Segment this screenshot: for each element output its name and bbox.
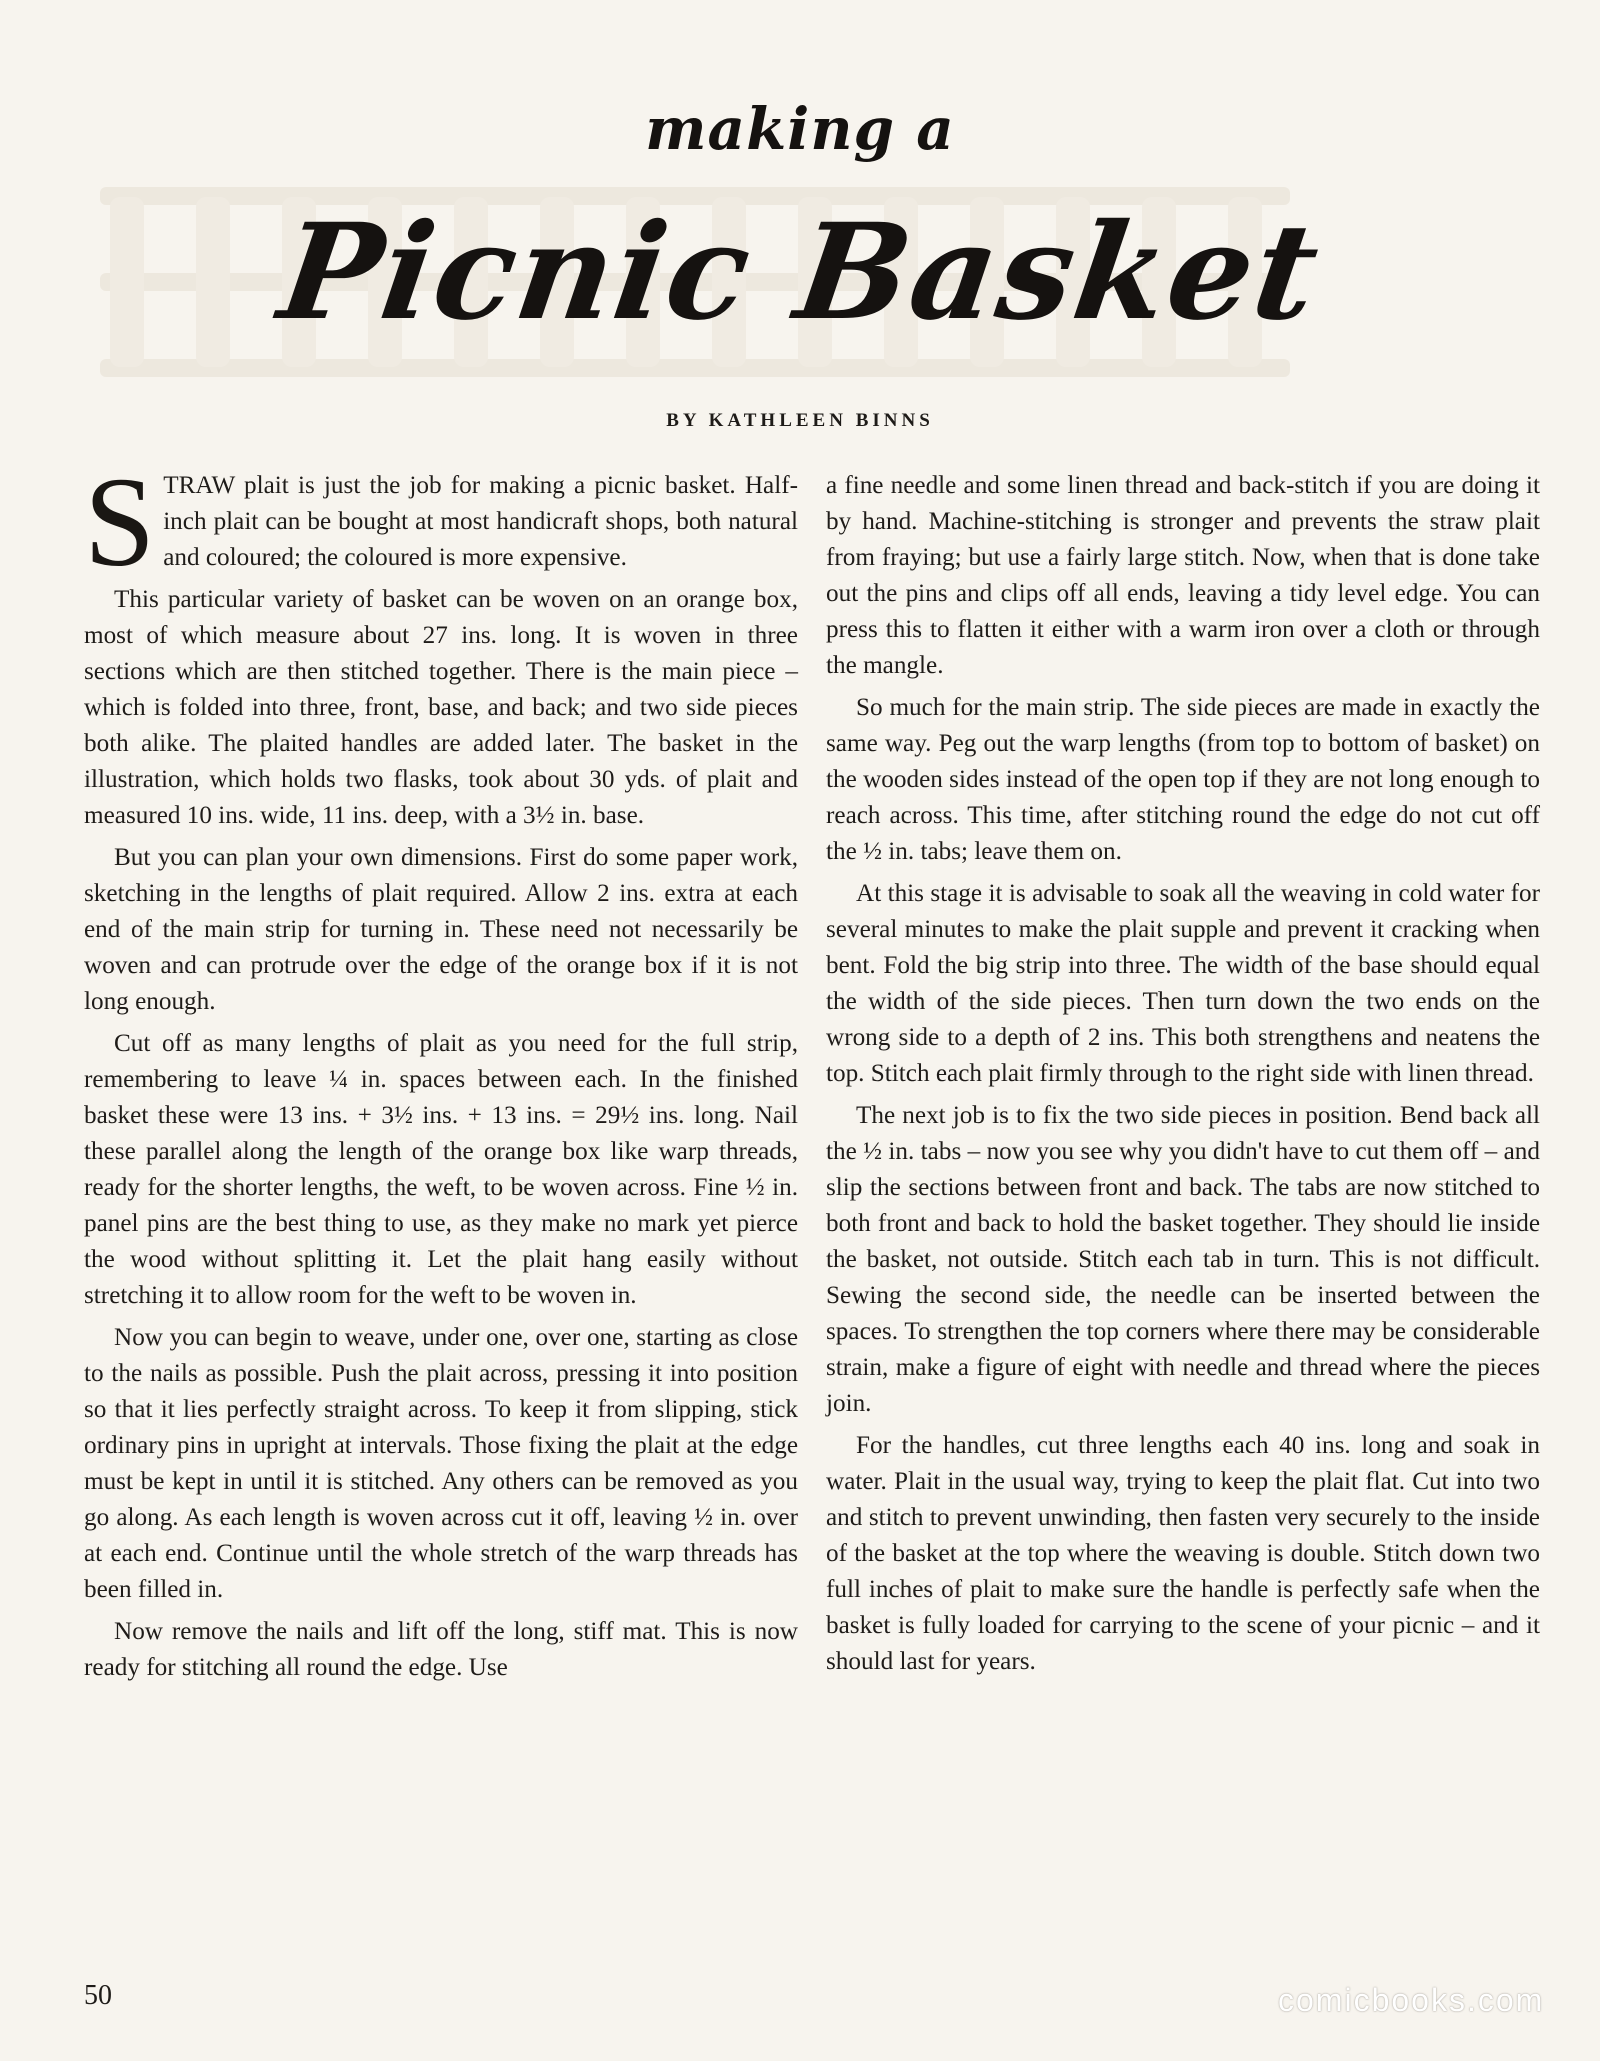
paragraph: Cut off as many lengths of plait as you need for the full strip, remembering to leave ¼ in. spaces between each. In the finished basket these were 13 ins. + 3½ ins. + 13 ins. = 29½ ins. long. Nail these parallel along the length of the orange box like warp threads, ready for the shorter lengths, the weft, to be woven across. Fine ½ in. panel pins are the best thing to use, as they make no mark yet pierce the wood without splitting it. Let the plait hang easily without stretching it to allow room for the weft to be woven in. <box>84 1030 798 1309</box>
paragraph: Now remove the nails and lift off the long, stiff mat. This is now ready for stitching all round the edge. Use <box>84 1618 798 1681</box>
paragraph: Now you can begin to weave, under one, over one, starting as close to the nails as possible. Push the plait across, pressing it into position so that it lies perfectly straight across. To keep it from slipping, stick ordinary pins in upright at intervals. Those fixing the plait at the edge must be kept in until it is stitched. Any others can be removed as you go along. As each length is woven across cut it off, leaving ½ in. over at each end. Continue until the whole stretch of the warp threads has been filled in. <box>84 1324 798 1603</box>
paragraph: a fine needle and some linen thread and back-stitch if you are doing it by hand. Machine-stitching is stronger and prevents the straw plait from fraying; but use a fairly large stitch. Now, when that is done take out the pins and clips off all ends, leaving a tidy level edge. You can press this to flatten it either with a warm iron over a cloth or through the mangle. <box>826 472 1540 679</box>
paragraph: The next job is to fix the two side pieces in position. Bend back all the ½ in. tabs – now you see why you didn't have to cut them off – and slip the sections between front and back. The tabs are now stitched to both front and back to hold the basket together. They should lie inside the basket, not outside. Stitch each tab in turn. This is not difficult. Sewing the second side, the needle can be inserted between the spaces. To strengthen the top corners where there may be considerable strain, make a figure of eight with needle and thread where the pieces join. <box>826 1102 1540 1417</box>
paragraph: At this stage it is advisable to soak all the weaving in cold water for several minutes to make the plait supple and prevent it cracking when bent. Fold the big strip into three. The width of the base should equal the width of the side pieces. Then turn down the two ends on the wrong side to a depth of 2 ins. This both strengthens and neatens the top. Stitch each plait firmly through to the right side with linen thread. <box>826 880 1540 1087</box>
right-column <box>826 468 1540 1686</box>
drop-cap: S <box>84 451 156 593</box>
paragraph: So much for the main strip. The side pieces are made in exactly the same way. Peg out the warp lengths (from top to bottom of basket) on the wooden sides instead of the open top if they are not long enough to reach across. This time, after stitching round the edge do not cut off the ½ in. tabs; leave them on. <box>826 694 1540 865</box>
title-line-1: making a <box>645 95 955 163</box>
page-number: 50 <box>84 1980 112 2011</box>
paragraph: This particular variety of basket can be woven on an orange box, most of which measure about 27 ins. long. It is woven in three sections which are then stitched together. There is the main piece – which is folded into three, front, base, and back; and two side pieces both alike. The plaited handles are added later. The basket in the illustration, which holds two flasks, took about 30 yds. of plait and measured 10 ins. wide, 11 ins. deep, with a 3½ in. base. <box>84 586 798 829</box>
watermark: comicbooks.com <box>1278 1982 1545 2018</box>
author-byline: BY KATHLEEN BINNS <box>666 410 934 431</box>
left-column <box>84 451 798 1692</box>
paragraph: For the handles, cut three lengths each 40 ins. long and soak in water. Plait in the usual way, trying to keep the plait flat. Cut into two and stitch to prevent unwinding, then fasten very securely to the inside of the basket at the top where the weaving is double. Stitch down two full inches of plait to make sure the handle is perfectly safe when the basket is fully loaded for carrying to the scene of your picnic – and it should last for years. <box>826 1432 1540 1675</box>
article-header <box>0 95 1600 395</box>
paragraph: But you can plan your own dimensions. First do some paper work, sketching in the lengths of plait required. Allow 2 ins. extra at each end of the main strip for turning in. These need not necessarily be woven and can protrude over the edge of the orange box if it is not long enough. <box>84 844 798 1015</box>
article-title: Picnic Basket <box>271 195 1329 350</box>
paragraph: STRAW plait is just the job for making a picnic basket. Half-inch plait can be bought at most handicraft shops, both natural and coloured; the coloured is more expensive. <box>84 451 798 593</box>
